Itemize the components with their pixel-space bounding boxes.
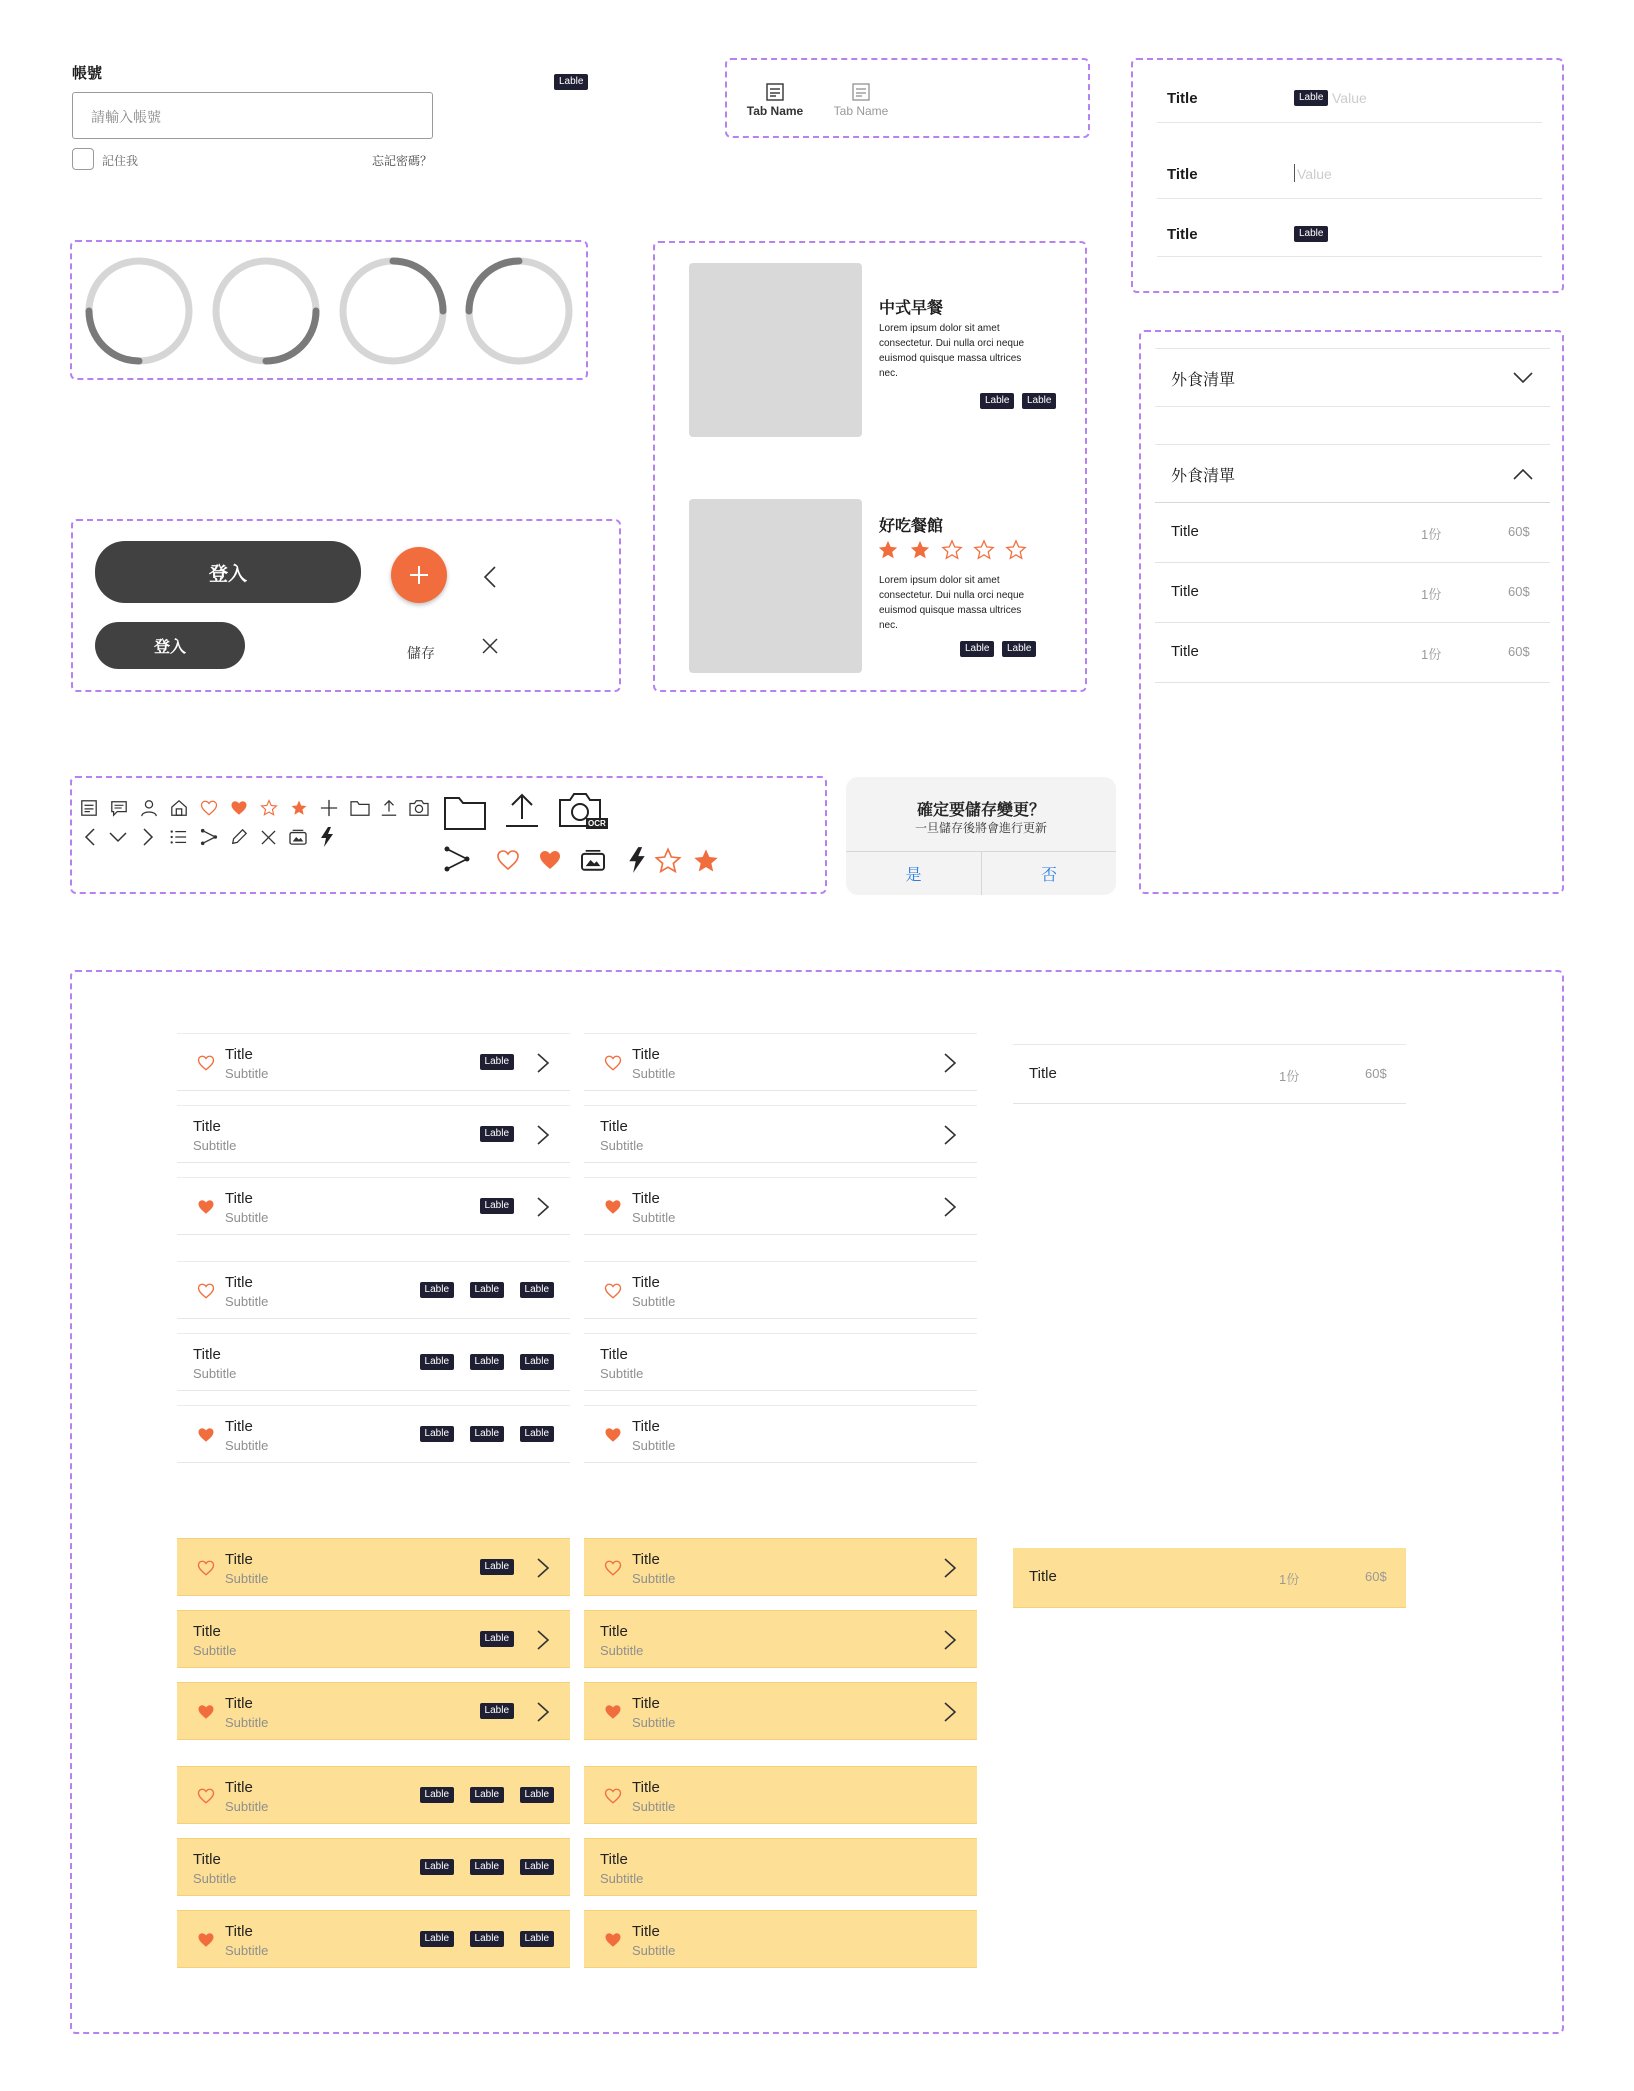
list-item[interactable] [584,1177,977,1235]
document-icon [765,82,785,102]
list-item-badge: Lable [470,1282,504,1298]
dialog-no-button[interactable] [982,852,1116,895]
chevron-right-icon [943,1124,957,1146]
list-item[interactable] [177,1910,570,1968]
chevron-right-icon [943,1629,957,1651]
share-icon [444,846,470,872]
heart-filled-icon [197,1426,215,1444]
list-icon [169,828,187,846]
list-item[interactable] [584,1766,977,1824]
list-item-badge: Lable [480,1559,514,1575]
plus-icon [391,547,447,603]
restaurant-card[interactable] [689,263,1069,439]
heart-outline-icon [604,1054,622,1072]
accordion-header-expanded[interactable] [1155,444,1550,503]
item-price: 60$ [1508,644,1530,659]
heart-filled-icon [197,1931,215,1949]
accordion-header-collapsed[interactable] [1155,348,1550,407]
list-item[interactable] [177,1405,570,1463]
list-item[interactable] [177,1033,570,1091]
list-item-badge: Lable [520,1787,554,1803]
list-item-title: Title [225,1923,253,1940]
back-button[interactable] [483,565,497,589]
chevron-down-icon [1512,371,1534,385]
document-icon [80,799,98,817]
icon-frame [70,776,827,894]
list-item-badge: Lable [420,1354,454,1370]
heart-outline-icon [197,1787,215,1805]
flash-icon [628,846,646,874]
list-item-title: Title [225,1046,253,1063]
restaurant-card[interactable] [689,499,1069,675]
dialog-title: 確定要儲存變更？ [916,802,1045,819]
chevron-right-icon [943,1052,957,1074]
account-input[interactable] [72,92,433,139]
dialog-no-label: 否 [1040,867,1057,884]
price-item-price: 60$ [1365,1569,1387,1584]
list-item-badge: Lable [520,1859,554,1875]
list-item-title: Title [632,1923,660,1940]
item-price: 60$ [1508,584,1530,599]
heart-filled-icon [604,1198,622,1216]
confirm-dialog [846,777,1116,895]
list-item[interactable] [584,1910,977,1968]
list-item[interactable] [177,1177,570,1235]
heart-filled-icon [604,1931,622,1949]
list-item-title: Title [225,1418,253,1435]
list-item-title: Title [600,1851,628,1868]
chevron-right-icon [536,1557,550,1579]
star-filled-icon [290,799,308,817]
card-badge: Lable [960,641,994,657]
list-item-badge: Lable [520,1282,554,1298]
close-button[interactable] [482,638,498,654]
form-row-badge: Lable [1294,226,1328,242]
spinner-4 [464,256,574,366]
star-outline-icon [654,847,682,875]
dialog-message: 一旦儲存後將會進行更新 [914,821,1047,835]
item-price: 60$ [1508,524,1530,539]
chevron-left-icon [84,827,96,847]
heart-outline-icon [200,799,218,817]
chevron-right-icon [142,827,154,847]
list-item-title: Title [225,1695,253,1712]
heart-outline-icon [496,848,520,872]
price-item-price: 60$ [1365,1066,1387,1081]
list-item-title: Title [632,1190,660,1207]
upload-icon [380,799,398,817]
list-item[interactable] [584,1538,977,1596]
text-cursor [1294,164,1295,182]
card-image [689,499,862,673]
list-item-title: Title [225,1551,253,1568]
heart-filled-icon [197,1703,215,1721]
item-qty: 1份 [1421,587,1442,602]
list-item-subtitle: Subtitle [600,1643,644,1658]
list-item[interactable] [584,1261,977,1319]
price-item-title: Title [1029,1568,1057,1585]
tab-first[interactable] [735,82,815,118]
star-outline-icon [260,799,278,817]
price-item-qty: 1份 [1279,1572,1300,1587]
spinner-2 [211,256,321,366]
heart-outline-icon [604,1787,622,1805]
chevron-right-icon [536,1701,550,1723]
list-item-badge: Lable [520,1354,554,1370]
list-item[interactable] [177,1261,570,1319]
list-item-subtitle: Subtitle [632,1294,676,1309]
flash-icon [320,827,334,847]
card-badge: Lable [1002,641,1036,657]
form-row-title: Title [1167,90,1198,107]
form-row-title: Title [1167,226,1198,243]
list-item-subtitle: Subtitle [225,1571,269,1586]
spinner-1 [84,256,194,366]
list-item-title: Title [193,1851,221,1868]
form-row-placeholder: Value [1332,90,1367,106]
chevron-right-icon [536,1629,550,1651]
list-item[interactable] [177,1105,570,1163]
form-row[interactable] [1157,78,1542,123]
add-fab-button[interactable] [391,547,447,603]
list-item-subtitle: Subtitle [193,1138,237,1153]
list-item-title: Title [632,1046,660,1063]
list-item[interactable] [177,1538,570,1596]
chevron-right-icon [943,1701,957,1723]
list-item-title: Title [600,1623,628,1640]
card-title: 中式早餐 [879,300,944,317]
list-item-title: Title [225,1274,253,1291]
chat-icon [110,799,128,817]
list-item[interactable] [177,1610,570,1668]
price-item-qty: 1份 [1279,1069,1300,1084]
heart-outline-icon [604,1282,622,1300]
list-item-subtitle: Subtitle [600,1366,644,1381]
share-icon [200,828,218,846]
login-button-large[interactable] [95,541,361,603]
spinner-3 [338,256,448,366]
list-item-badge: Lable [470,1931,504,1947]
list-item-subtitle: Subtitle [225,1715,269,1730]
pencil-icon [230,828,248,846]
list-item-title: Title [600,1118,628,1135]
gallery-icon [289,829,307,845]
list-item-badge: Lable [480,1703,514,1719]
list-item-badge: Lable [420,1859,454,1875]
list-item[interactable] [584,1838,977,1896]
tab-second-label: Tab Name [833,104,889,118]
heart-outline-icon [197,1559,215,1577]
login-button-small-label: 登入 [153,639,186,656]
star-filled-icon [877,539,899,561]
card-badge: Lable [1022,393,1056,409]
list-item-badge: Lable [520,1931,554,1947]
accordion-title: 外食清單 [1171,372,1236,389]
gallery-icon [580,849,606,871]
account-input-placeholder: 請輸入帳號 [91,109,161,125]
login-button-small[interactable] [95,622,245,669]
document-icon [851,82,871,102]
accordion-title: 外食清單 [1171,468,1236,485]
chevron-right-icon [536,1124,550,1146]
chevron-right-icon [536,1196,550,1218]
price-item[interactable] [1013,1548,1406,1608]
list-item-subtitle: Subtitle [632,1210,676,1225]
list-item-badge: Lable [520,1426,554,1442]
list-item-subtitle: Subtitle [632,1943,676,1958]
list-item-subtitle: Subtitle [632,1571,676,1586]
button-frame [71,519,621,692]
star-outline-icon [973,539,995,561]
heart-filled-icon [538,848,562,872]
heart-outline-icon [197,1282,215,1300]
chevron-right-icon [943,1557,957,1579]
list-item-title: Title [632,1695,660,1712]
list-item-subtitle: Subtitle [193,1366,237,1381]
heart-outline-icon [604,1559,622,1577]
remember-checkbox[interactable] [72,148,94,170]
list-item-title: Title [193,1118,221,1135]
form-row[interactable] [1157,154,1542,199]
list-item-badge: Lable [470,1354,504,1370]
card-image [689,263,862,437]
tab-bar-frame [725,58,1090,138]
item-title: Title [1171,643,1199,660]
list-item-title: Title [600,1346,628,1363]
tab-first-label: Tab Name [746,104,804,118]
list-item-subtitle: Subtitle [225,1294,269,1309]
heart-outline-icon [197,1054,215,1072]
camera-ocr-icon [558,792,608,832]
card-title: 好吃餐館 [879,518,944,535]
list-item[interactable] [177,1838,570,1896]
list-item-subtitle: Subtitle [193,1871,237,1886]
card-description: Lorem ipsum dolor sit amet consectetur. Dui nulla orci neque euismod quisque massa ultrices nec. [879,323,1025,379]
card-badge: Lable [980,393,1014,409]
list-item-title: Title [632,1779,660,1796]
chevron-right-icon [536,1052,550,1074]
accordion-item[interactable] [1155,563,1550,623]
corner-badge: Lable [554,74,588,90]
star-outline-icon [1005,539,1027,561]
list-item-title: Title [632,1418,660,1435]
price-item-title: Title [1029,1065,1057,1082]
list-item[interactable] [584,1610,977,1668]
tab-second[interactable] [821,82,901,118]
list-item[interactable] [584,1682,977,1740]
folder-icon [350,799,370,817]
list-item-badge: Lable [420,1426,454,1442]
forgot-password-link[interactable]: 忘記密碼？ [372,154,433,168]
star-rating [877,539,1047,563]
star-filled-icon [692,847,720,875]
list-item[interactable] [584,1033,977,1091]
plus-icon [320,799,338,817]
accordion-item[interactable] [1155,623,1550,683]
list-item-badge: Lable [470,1787,504,1803]
list-item-badge: Lable [470,1426,504,1442]
heart-filled-icon [197,1198,215,1216]
star-outline-icon [941,539,963,561]
price-item[interactable] [1013,1044,1406,1104]
dialog-yes-label: 是 [905,867,922,884]
folder-icon [444,794,486,830]
remember-label: 記住我 [102,154,139,168]
list-item-title: Title [193,1346,221,1363]
chevron-up-icon [1512,467,1534,481]
list-item[interactable] [584,1333,977,1391]
list-item-subtitle: Subtitle [225,1438,269,1453]
close-icon [261,830,276,845]
list-item-badge: Lable [420,1787,454,1803]
chevron-right-icon [943,1196,957,1218]
accordion-item[interactable] [1155,503,1550,563]
list-item-subtitle: Subtitle [600,1871,644,1886]
list-item-subtitle: Subtitle [632,1438,676,1453]
user-icon [140,799,158,817]
list-item-title: Title [193,1623,221,1640]
list-item-badge: Lable [470,1859,504,1875]
ocr-tag: OCR [588,819,606,828]
list-item-badge: Lable [480,1198,514,1214]
account-label: 帳號 [72,65,103,82]
list-item-subtitle: Subtitle [225,1799,269,1814]
chevron-down-icon [108,831,128,843]
list-item-badge: Lable [480,1126,514,1142]
loader-frame [70,240,588,380]
form-row-badge: Lable [1294,90,1328,106]
list-item-badge: Lable [480,1631,514,1647]
list-item-badge: Lable [480,1054,514,1070]
item-qty: 1份 [1421,647,1442,662]
list-item-subtitle: Subtitle [193,1643,237,1658]
form-row[interactable] [1157,212,1542,257]
save-button[interactable]: 儲存 [407,645,435,661]
list-item-subtitle: Subtitle [225,1066,269,1081]
list-item-badge: Lable [420,1931,454,1947]
card-description: Lorem ipsum dolor sit amet consectetur. Dui nulla orci neque euismod quisque massa ultrices nec. [879,575,1025,631]
list-item-badge: Lable [420,1282,454,1298]
star-filled-icon [909,539,931,561]
heart-filled-icon [604,1426,622,1444]
list-item-subtitle: Subtitle [225,1943,269,1958]
list-item[interactable] [177,1333,570,1391]
item-title: Title [1171,583,1199,600]
list-item-subtitle: Subtitle [632,1799,676,1814]
list-item-subtitle: Subtitle [600,1138,644,1153]
login-button-large-label: 登入 [208,563,247,585]
list-item-title: Title [225,1779,253,1796]
list-item[interactable] [584,1405,977,1463]
list-item-title: Title [225,1190,253,1207]
camera-icon [409,799,429,817]
dialog-yes-button[interactable] [846,852,981,895]
upload-icon [504,792,540,828]
list-item[interactable] [177,1682,570,1740]
list-item-title: Title [632,1274,660,1291]
list-item-title: Title [632,1551,660,1568]
form-row-title: Title [1167,166,1198,183]
home-icon [170,799,188,817]
item-qty: 1份 [1421,527,1442,542]
list-item-subtitle: Subtitle [632,1066,676,1081]
item-title: Title [1171,523,1199,540]
form-row-placeholder: Value [1297,166,1332,182]
form-frame [1131,58,1564,293]
heart-filled-icon [604,1703,622,1721]
list-item[interactable] [177,1766,570,1824]
list-item[interactable] [584,1105,977,1163]
list-item-subtitle: Subtitle [632,1715,676,1730]
card-frame [653,241,1087,692]
list-item-subtitle: Subtitle [225,1210,269,1225]
heart-filled-icon [230,799,248,817]
accordion-frame [1139,330,1564,894]
